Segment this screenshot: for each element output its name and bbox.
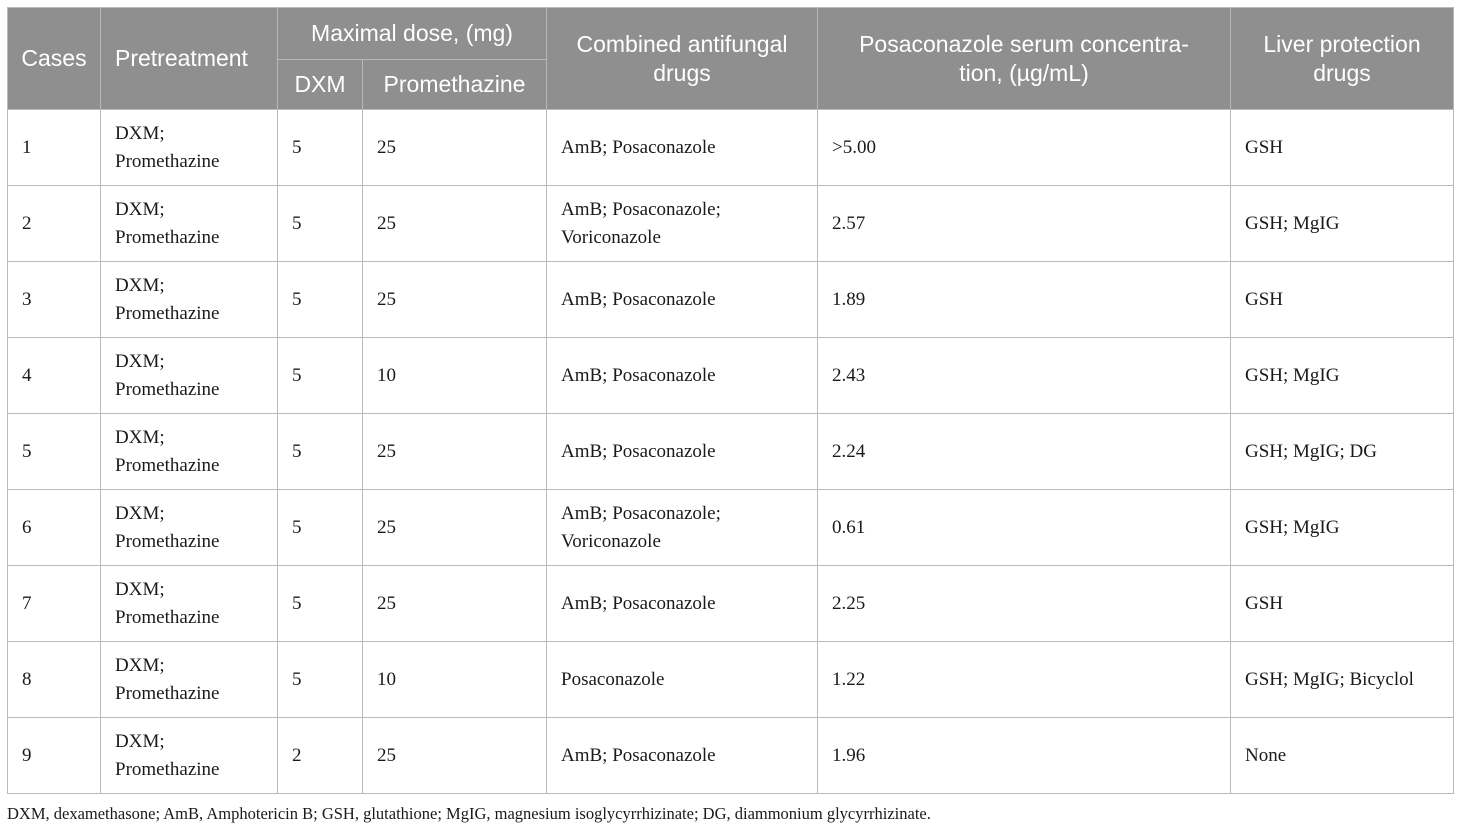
cell-case: [8, 262, 101, 338]
cell-dxm-dose: [278, 262, 363, 338]
cell-case: 1: [22, 136, 32, 158]
cell-pretreatment: [101, 414, 278, 490]
header-liver-protection: Liver protection drugs: [1231, 8, 1454, 110]
cell-promethazine-dose: [363, 566, 547, 642]
cell-pretreatment: [101, 566, 278, 642]
cell-pretreatment-line1: DXM;: [115, 426, 165, 448]
cell-liver-protection: [1231, 718, 1454, 794]
cell-promethazine-dose: [363, 718, 547, 794]
cell-pretreatment: [101, 490, 278, 566]
cell-promethazine-dose: 25: [377, 212, 396, 234]
cell-promethazine-dose: [363, 338, 547, 414]
table-row: [8, 490, 1454, 566]
cell-pretreatment-line2: Promethazine: [115, 302, 220, 324]
cell-posaconazole-concentration: 2.24: [832, 440, 866, 462]
header-cases: Cases: [8, 8, 101, 110]
cell-case: 9: [22, 744, 32, 766]
cell-liver-protection: [1231, 186, 1454, 262]
cell-pretreatment-line2: Promethazine: [115, 530, 220, 552]
cell-liver-protection: [1231, 642, 1454, 718]
cell-case: 2: [22, 212, 32, 234]
header-promethazine: Promethazine: [363, 60, 547, 110]
cell-antifungal-line1: AmB; Posaconazole;: [561, 502, 721, 524]
table-row: [8, 186, 1454, 262]
header-pretreatment: Pretreatment: [101, 8, 278, 110]
cell-antifungal: [547, 566, 818, 642]
table-row: [8, 414, 1454, 490]
cell-promethazine-dose: [363, 642, 547, 718]
cell-pretreatment-line1: DXM;: [115, 198, 165, 220]
table-container: [7, 7, 1453, 794]
cell-antifungal-line1: AmB; Posaconazole: [561, 136, 716, 158]
cell-posaconazole-concentration: 1.22: [832, 668, 866, 690]
cell-posaconazole-concentration: 1.96: [832, 744, 866, 766]
cell-antifungal: [547, 186, 818, 262]
cell-posaconazole-concentration: 0.61: [832, 516, 866, 538]
cell-antifungal-line1: AmB; Posaconazole: [561, 592, 716, 614]
cell-dxm-dose: 5: [292, 212, 302, 234]
cell-posaconazole-concentration: [818, 642, 1231, 718]
cell-case: 6: [22, 516, 32, 538]
cell-promethazine-dose: 10: [377, 364, 396, 386]
cell-case: [8, 186, 101, 262]
table-header: [8, 8, 1454, 110]
cell-case: [8, 490, 101, 566]
cell-liver-protection: [1231, 566, 1454, 642]
cell-dxm-dose: 5: [292, 516, 302, 538]
cell-posaconazole-concentration: [818, 262, 1231, 338]
cell-case: [8, 338, 101, 414]
cell-posaconazole-concentration: 2.43: [832, 364, 866, 386]
cell-antifungal-line2: Voriconazole: [561, 226, 661, 248]
cell-dxm-dose: [278, 718, 363, 794]
cell-liver-protection: [1231, 414, 1454, 490]
cell-antifungal-line1: AmB; Posaconazole: [561, 364, 716, 386]
cell-dxm-dose: 5: [292, 136, 302, 158]
cell-dxm-dose: [278, 566, 363, 642]
table-body: [8, 110, 1454, 794]
cell-promethazine-dose: 25: [377, 516, 396, 538]
cell-dxm-dose: [278, 490, 363, 566]
table-footnote: DXM, dexamethasone; AmB, Amphotericin B; GSH, glutathione; MgIG, magnesium isoglycyrrhizinate; DG, diammonium glycyrrhizinate.: [7, 804, 931, 823]
cell-dxm-dose: [278, 414, 363, 490]
cell-posaconazole-concentration: [818, 338, 1231, 414]
cell-liver-protection: GSH; MgIG; DG: [1245, 440, 1377, 462]
cell-pretreatment-line1: DXM;: [115, 654, 165, 676]
table-row: [8, 110, 1454, 186]
cell-dxm-dose: 5: [292, 440, 302, 462]
cell-case: 4: [22, 364, 32, 386]
cell-antifungal: [547, 718, 818, 794]
cell-case: 5: [22, 440, 32, 462]
cell-antifungal: [547, 110, 818, 186]
cell-posaconazole-concentration: [818, 566, 1231, 642]
cell-liver-protection: None: [1245, 744, 1287, 766]
header-dxm: DXM: [278, 60, 363, 110]
table-row: [8, 642, 1454, 718]
cell-promethazine-dose: 25: [377, 592, 396, 614]
cell-case: 3: [22, 288, 32, 310]
header-maximal-dose: Maximal dose, (mg): [278, 8, 547, 60]
cell-promethazine-dose: 25: [377, 440, 396, 462]
cell-dxm-dose: 5: [292, 288, 302, 310]
cell-posaconazole-concentration: >5.00: [832, 136, 876, 158]
cell-pretreatment: [101, 338, 278, 414]
cell-pretreatment-line2: Promethazine: [115, 226, 220, 248]
cell-dxm-dose: [278, 338, 363, 414]
header-combined-antifungal: Combined antifungal drugs: [547, 8, 818, 110]
cell-antifungal-line2: Voriconazole: [561, 530, 661, 552]
cell-liver-protection: GSH; MgIG: [1245, 212, 1340, 234]
cell-liver-protection: GSH; MgIG; Bicyclol: [1245, 668, 1414, 690]
cell-posaconazole-concentration: [818, 186, 1231, 262]
cell-pretreatment-line1: DXM;: [115, 502, 165, 524]
cell-pretreatment: [101, 718, 278, 794]
cell-promethazine-dose: [363, 110, 547, 186]
cell-case: [8, 566, 101, 642]
cell-pretreatment-line2: Promethazine: [115, 682, 220, 704]
cell-pretreatment-line1: DXM;: [115, 730, 165, 752]
cell-pretreatment-line2: Promethazine: [115, 150, 220, 172]
cell-posaconazole-concentration: 1.89: [832, 288, 866, 310]
cell-pretreatment-line1: DXM;: [115, 578, 165, 600]
cell-pretreatment: [101, 110, 278, 186]
cell-pretreatment-line2: Promethazine: [115, 378, 220, 400]
cell-liver-protection: [1231, 338, 1454, 414]
cell-pretreatment: [101, 186, 278, 262]
cell-pretreatment: [101, 262, 278, 338]
cell-case: 7: [22, 592, 32, 614]
cell-liver-protection: [1231, 262, 1454, 338]
cell-liver-protection: [1231, 110, 1454, 186]
cell-promethazine-dose: 25: [377, 136, 396, 158]
cell-case: [8, 642, 101, 718]
cell-antifungal: [547, 642, 818, 718]
cell-posaconazole-concentration: [818, 718, 1231, 794]
cases-table: [7, 7, 1454, 794]
cell-promethazine-dose: [363, 490, 547, 566]
cell-pretreatment-line2: Promethazine: [115, 454, 220, 476]
header-posaconazole-concentration: Posaconazole serum concentra-tion, (µg/mL): [818, 8, 1231, 110]
cell-case: [8, 718, 101, 794]
table-row: [8, 718, 1454, 794]
cell-pretreatment-line2: Promethazine: [115, 758, 220, 780]
cell-dxm-dose: 5: [292, 668, 302, 690]
cell-promethazine-dose: 25: [377, 744, 396, 766]
cell-antifungal-line1: AmB; Posaconazole: [561, 288, 716, 310]
cell-pretreatment: [101, 642, 278, 718]
cell-pretreatment-line2: Promethazine: [115, 606, 220, 628]
cell-liver-protection: [1231, 490, 1454, 566]
table-row: [8, 566, 1454, 642]
cell-promethazine-dose: [363, 186, 547, 262]
table-row: [8, 338, 1454, 414]
cell-dxm-dose: [278, 642, 363, 718]
cell-liver-protection: GSH: [1245, 288, 1284, 310]
table-row: [8, 262, 1454, 338]
cell-antifungal: [547, 338, 818, 414]
cell-case: [8, 414, 101, 490]
cell-antifungal-line1: AmB; Posaconazole: [561, 440, 716, 462]
cell-posaconazole-concentration: 2.57: [832, 212, 866, 234]
cell-promethazine-dose: 25: [377, 288, 396, 310]
cell-promethazine-dose: 10: [377, 668, 396, 690]
cell-pretreatment-line1: DXM;: [115, 122, 165, 144]
cell-dxm-dose: 5: [292, 592, 302, 614]
cell-dxm-dose: [278, 110, 363, 186]
cell-antifungal-line1: AmB; Posaconazole;: [561, 198, 721, 220]
cell-promethazine-dose: [363, 414, 547, 490]
cell-case: [8, 110, 101, 186]
cell-posaconazole-concentration: [818, 414, 1231, 490]
cell-dxm-dose: [278, 186, 363, 262]
cell-posaconazole-concentration: [818, 490, 1231, 566]
cell-liver-protection: GSH; MgIG: [1245, 364, 1340, 386]
cell-antifungal: [547, 490, 818, 566]
cell-dxm-dose: 2: [292, 744, 302, 766]
cell-antifungal-line1: Posaconazole: [561, 668, 665, 690]
cell-liver-protection: GSH; MgIG: [1245, 516, 1340, 538]
cell-promethazine-dose: [363, 262, 547, 338]
cell-pretreatment-line1: DXM;: [115, 350, 165, 372]
cell-antifungal: [547, 414, 818, 490]
cell-antifungal: [547, 262, 818, 338]
cell-posaconazole-concentration: 2.25: [832, 592, 866, 614]
cell-dxm-dose: 5: [292, 364, 302, 386]
cell-liver-protection: GSH: [1245, 136, 1284, 158]
cell-antifungal-line1: AmB; Posaconazole: [561, 744, 716, 766]
cell-liver-protection: GSH: [1245, 592, 1284, 614]
cell-pretreatment-line1: DXM;: [115, 274, 165, 296]
cell-case: 8: [22, 668, 32, 690]
cell-posaconazole-concentration: [818, 110, 1231, 186]
